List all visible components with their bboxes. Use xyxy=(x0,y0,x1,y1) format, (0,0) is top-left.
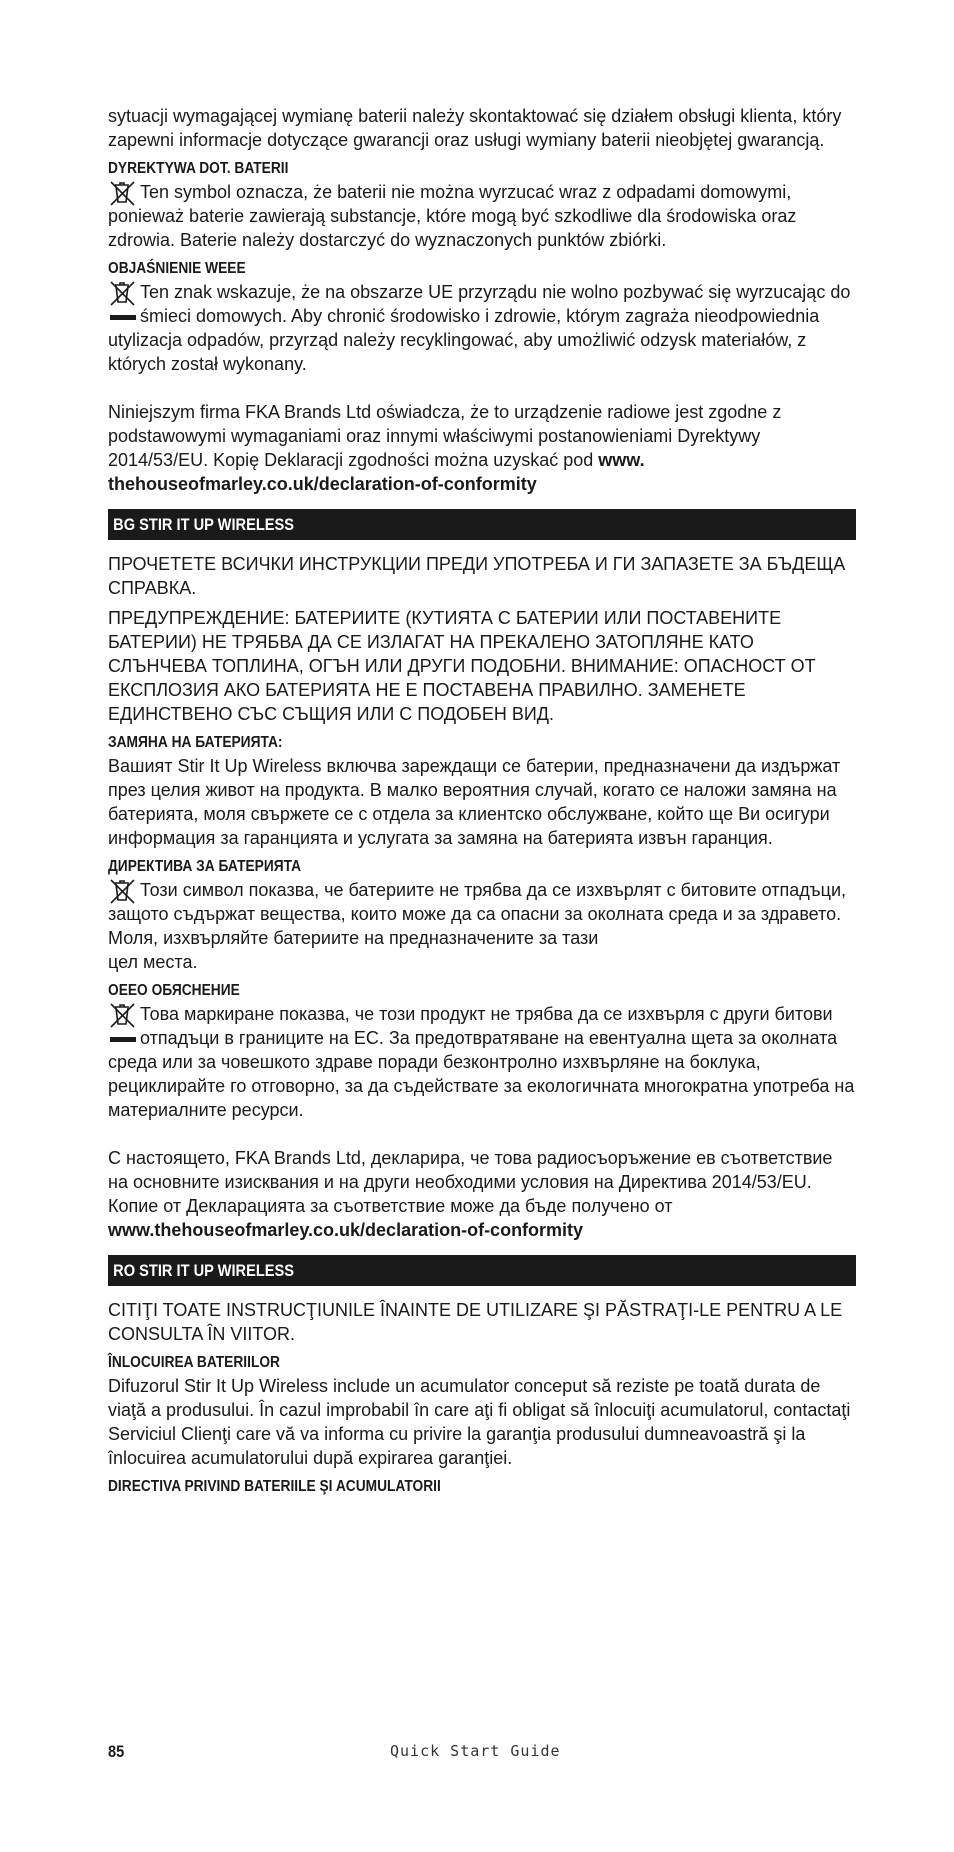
ro-section-title: RO STIR IT UP WIRELESS xyxy=(113,1260,295,1280)
bg-battery-directive-paragraph-end: цел места. xyxy=(108,952,198,972)
pl-weee-heading: OBJAŚNIENIE WEEE xyxy=(108,260,246,277)
bg-weee-heading: ОЕЕО ОБЯСНЕНИЕ xyxy=(108,982,240,999)
ro-battery-directive-heading: DIRECTIVA PRIVIND BATERIILE ŞI ACUMULATORII xyxy=(108,1478,441,1495)
pl-declaration-link[interactable]: www. thehouseofmarley.co.uk/declaration-of-conformity xyxy=(108,450,645,494)
bg-battery-directive-paragraph: Този символ показва, че батериите не трябва да се изхвърлят с битовите отпадъци, защото съдържат вещества, които може да са опасни за околната среда и за здравето. Моля, изхвърляйте батериите на предназначените за тази xyxy=(108,880,847,948)
ro-replace-paragraph: Difuzorul Stir It Up Wireless include un acumulator conceput să reziste pe toată durata de viaţă a produsului. În cazul improbabil în care aţi fi obligat să înlocuiţi acumulatorul, contactaţi Serviciul Clienţi care vă va informa cu privire la garanţia produsului dumneavoastră şi la înlocuirea acumulatorului după expirarea garanţiei. xyxy=(108,1376,851,1468)
bg-read-all-notice: ПРОЧЕТЕТЕ ВСИЧКИ ИНСТРУКЦИИ ПРЕДИ УПОТРЕБА И ГИ ЗАПАЗЕТЕ ЗА БЪДЕЩА СПРАВКА. xyxy=(108,554,846,598)
bg-replace-heading: ЗАМЯНА НА БАТЕРИЯТА: xyxy=(108,734,283,751)
bg-section-title: BG STIR IT UP WIRELESS xyxy=(113,514,295,534)
weee-bin-icon xyxy=(108,1002,140,1046)
crossed-bin-icon xyxy=(108,878,140,902)
bg-battery-directive-heading: ДИРЕКТИВА ЗА БАТЕРИЯТА xyxy=(108,858,302,875)
pl-battery-directive-heading: DYREKTYWA DOT. BATERII xyxy=(108,160,289,177)
page-number: 85 xyxy=(108,1742,125,1761)
pl-declaration-paragraph: Niniejszym firma FKA Brands Ltd oświadcza, że to urządzenie radiowe jest zgodne z podstawowymi wymaganiami oraz innymi właściwymi postanowieniami Dyrektywy 2014/53/EU. Kopię Deklaracji zgodności można uzyskać pod www. thehouseofmarley.co.uk/declaration-of-conformity xyxy=(108,402,782,494)
bg-declaration-link[interactable]: www.thehouseofmarley.co.uk/declaration-of-conformity xyxy=(108,1220,584,1240)
guide-title: Quick Start Guide xyxy=(390,1742,561,1760)
ro-read-all-notice: CITIŢI TOATE INSTRUCŢIUNILE ÎNAINTE DE UTILIZARE ŞI PĂSTRAŢI-LE PENTRU A LE CONSULTA ÎN VIITOR. xyxy=(108,1300,843,1344)
pl-battery-directive-paragraph: Ten symbol oznacza, że baterii nie można wyrzucać wraz z odpadami domowymi, ponieważ baterie zawierają substancje, które mogą być szkodliwe dla środowiska oraz zdrowia. Baterie należy dostarczyć do wyznaczonych punktów zbiórki. xyxy=(108,182,797,250)
pl-intro-paragraph: sytuacji wymagającej wymianę baterii należy skontaktować się działem obsługi klienta, który zapewni informacje dotyczące gwarancji oraz usługi wymiany baterii nieobjętej gwarancją. xyxy=(108,106,842,150)
ro-section-header xyxy=(108,1255,856,1286)
bg-declaration-paragraph: С настоящето, FKA Brands Ltd, декларира, че това радиосъоръжение ев съответствие на основните изисквания и на други необходими условия на Директива 2014/53/EU. Копие от Декларацията за съответствие може да бъде получено от xyxy=(108,1148,833,1216)
bg-replace-paragraph: Вашият Stir It Up Wireless включва зареждащи се батерии, предназначени да издържат през целия живот на продукта. В малко вероятния случай, когато се наложи замяна на батерията, моля свържете се с отдела за клиентско обслужване, който ще Ви осигури информация за гаранцията и услугата за замяна на батерията извън гаранция. xyxy=(108,756,841,848)
page-footer xyxy=(108,1742,856,1766)
pl-weee-paragraph: Ten znak wskazuje, że na obszarze UE przyrządu nie wolno pozbywać się wyrzucając do śmieci domowych. Aby chronić środowisko i zdrowie, którym zagraża nieodpowiednia utylizacja odpadów, przyrząd należy recyklingować, aby umożliwić odzysk materiałów, z których został wykonany. xyxy=(108,282,851,374)
crossed-bin-icon xyxy=(108,180,140,204)
bg-warning-paragraph: ПРЕДУПРЕЖДЕНИЕ: БАТЕРИИТЕ (КУТИЯТА С БАТЕРИИ ИЛИ ПОСТАВЕНИТЕ БАТЕРИИ) НЕ ТРЯБВА ДА СЕ ИЗЛАГАТ НА ПРЕКАЛЕНО ЗАТОПЛЯНЕ КАТО СЛЪНЧЕВА ТОПЛИНА, ОГЪН ИЛИ ДРУГИ ПОДОБНИ. ВНИМАНИЕ: ОПАСНОСТ ОТ ЕКСПЛОЗИЯ АКО БАТЕРИЯТА НЕ Е ПОСТАВЕНА ПРАВИЛНО. ЗАМЕНЕТЕ ЕДИНСТВЕНО СЪС СЪЩИЯ ИЛИ С ПОДОБЕН ВИД. xyxy=(108,608,816,724)
document-page xyxy=(108,104,856,1498)
bg-section-header xyxy=(108,509,856,540)
bg-weee-paragraph: Това маркиране показва, че този продукт не трябва да се изхвърля с други битови отпадъци в границите на ЕС. За предотвратяване на евентуална щета за околната среда или за човешкото здраве поради безконтролно изхвърляне на боклука, рециклирайте го отговорно, за да съдействате за екологичната многократна употреба на материалните ресурси. xyxy=(108,1004,855,1120)
ro-replace-heading: ÎNLOCUIREA BATERIILOR xyxy=(108,1354,280,1371)
weee-bin-icon xyxy=(108,280,140,324)
